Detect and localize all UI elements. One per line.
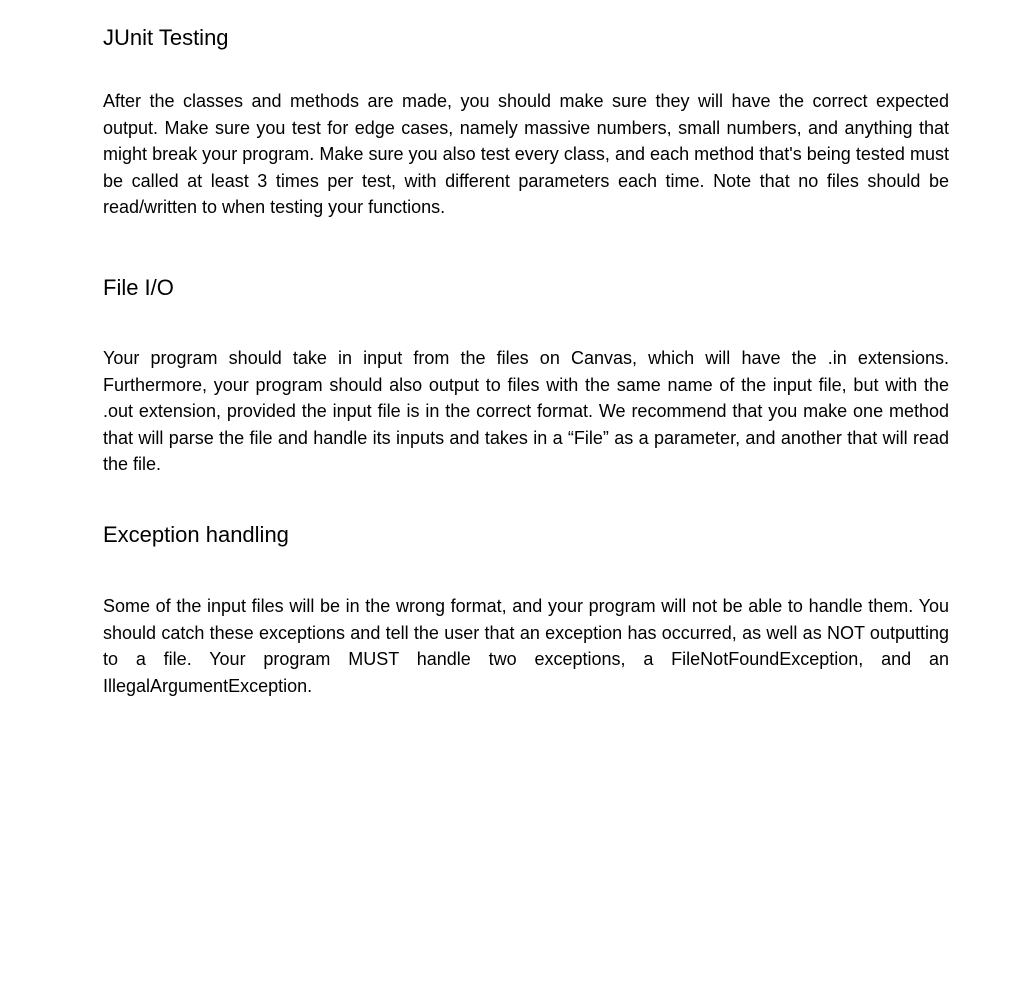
section-heading-exception-handling: Exception handling (103, 522, 289, 547)
section-body-file-io: Your program should take in input from the files on Canvas, which will have the .in extensions. Furthermore, your program should also output to files with the same name of the input file, but with the .out extension, provided the input file is in the correct format. We recommend that you make one method that will parse the file and handle its inputs and takes in a “File” as a parameter, and another that will read the file. (103, 348, 949, 474)
section-heading-junit-testing: JUnit Testing (103, 25, 229, 50)
section-heading-file-io: File I/O (103, 275, 174, 300)
section-body-exception-handling: Some of the input files will be in the wrong format, and your program will not be able to handle them. You should catch these exceptions and tell the user that an exception has occurred, as well as NOT outputting to a file. Your program MUST handle two exceptions, a FileNotFoundException, and an IllegalArgumentException. (103, 596, 949, 696)
section-body-junit-testing: After the classes and methods are made, you should make sure they will have the correct expected output. Make sure you test for edge cases, namely massive numbers, small numbers, and anything that might break your program. Make sure you also test every class, and each method that's being tested must be called at least 3 times per test, with different parameters each time. Note that no files should be read/written to when testing your functions. (103, 91, 949, 217)
